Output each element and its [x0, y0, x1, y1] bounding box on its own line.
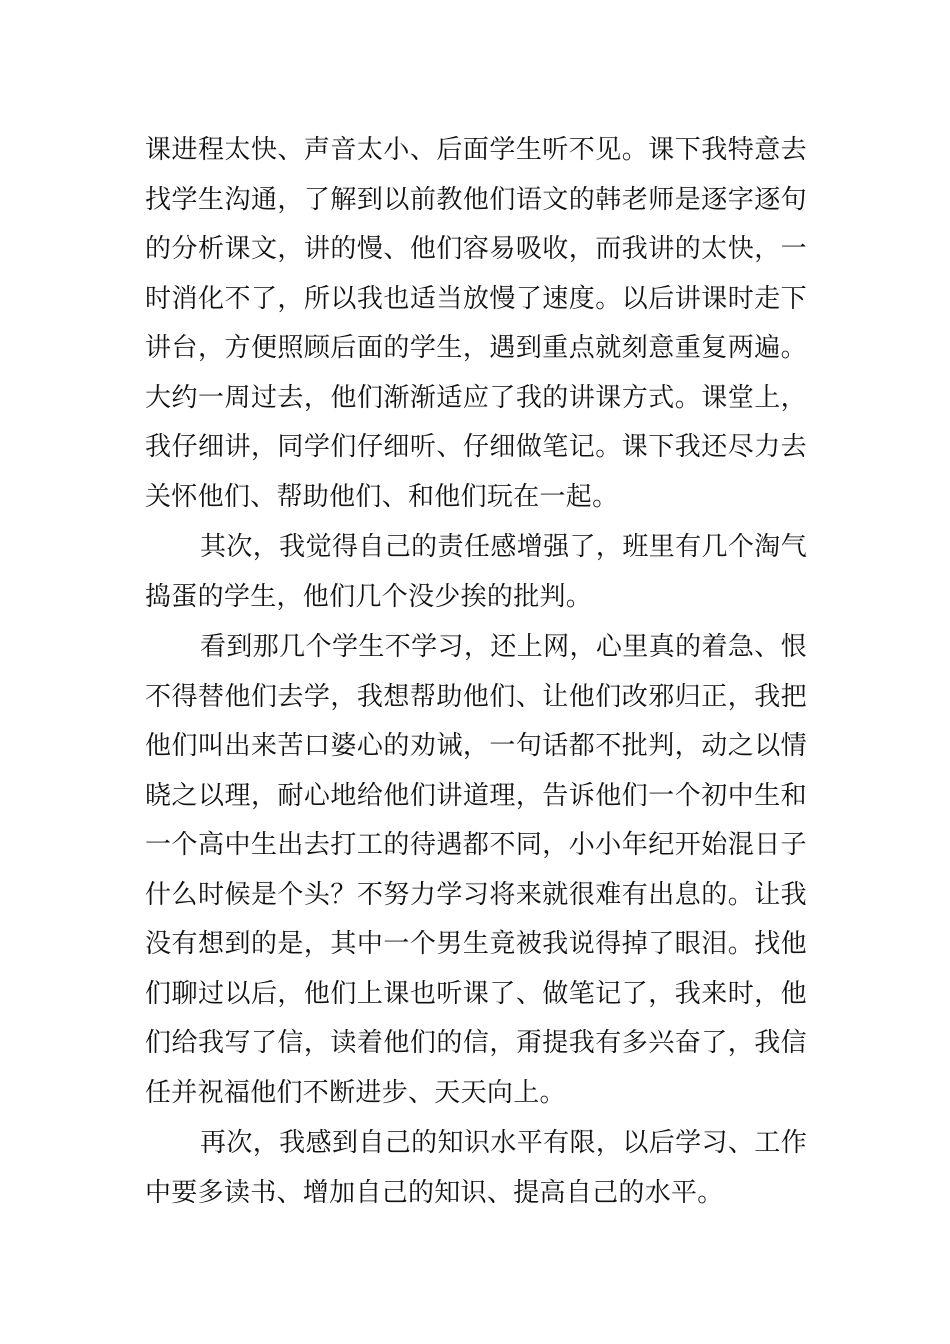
- paragraph-knowledge: 再次，我感到自己的知识水平有限，以后学习、工作中要多读书、增加自己的知识、提高自己的水平。: [145, 1128, 807, 1208]
- document-body: [145, 126, 807, 1218]
- paragraph-continuation: 课进程太快、声音太小、后面学生听不见。课下我特意去找学生沟通，了解到以前教他们语文的韩老师是逐字逐句的分析课文，讲的慢、他们容易吸收，而我讲的太快，一时消化不了，所以我也适当放慢了速度。以后讲课时走下讲台，方便照顾后面的学生，遇到重点就刻意重复两遍。大约一周过去，他们渐渐适应了我的讲课方式。课堂上，我仔细讲，同学们仔细听、仔细做笔记。课下我还尽力去关怀他们、帮助他们、和他们玩在一起。: [145, 135, 807, 512]
- paragraph-responsibility: 其次，我觉得自己的责任感增强了，班里有几个淘气捣蛋的学生，他们几个没少挨的批判。: [145, 532, 807, 612]
- paragraph-students: 看到那几个学生不学习，还上网，心里真的着急、恨不得替他们去学，我想帮助他们、让他们改邪归正，我把他们叫出来苦口婆心的劝诫，一句话都不批判，动之以情晓之以理，耐心地给他们讲道理，告诉他们一个初中生和一个高中生出去打工的待遇都不同，小小年纪开始混日子什么时候是个头？不努力学习将来就很难有出息的。让我没有想到的是，其中一个男生竟被我说得掉了眼泪。找他们聊过以后，他们上课也听课了、做笔记了，我来时，他们给我写了信，读着他们的信，甭提我有多兴奋了，我信任并祝福他们不断进步、天天向上。: [145, 632, 807, 1108]
